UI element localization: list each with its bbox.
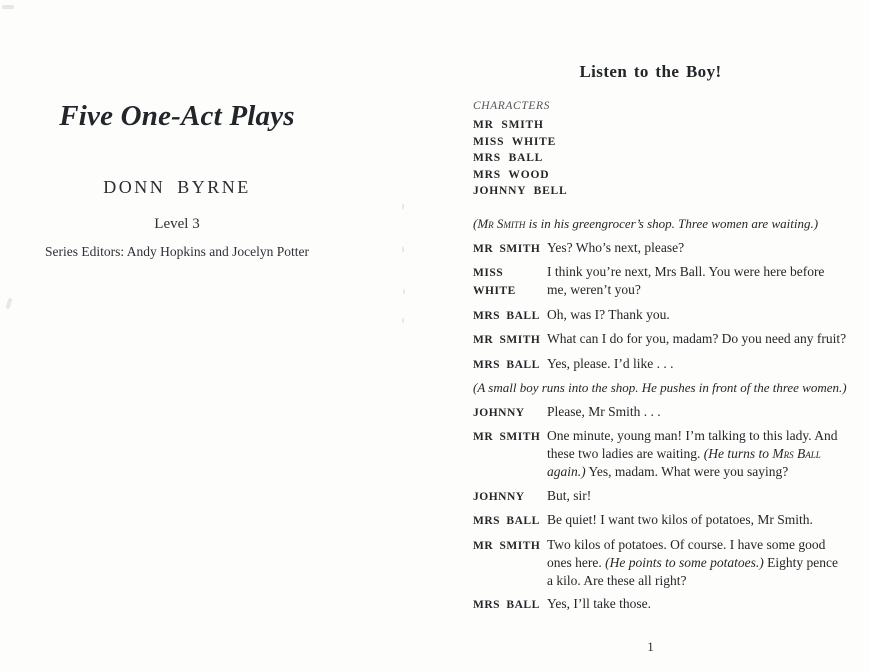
play-script [473,215,847,620]
dialogue-line [473,511,847,530]
stage-direction-text: ( [473,216,478,231]
utterance [547,306,847,324]
speaker-name: MR SMITH [473,242,541,255]
stage-direction [473,215,847,233]
dialogue-text: What can I do for you, madam? Do you need any fruit? [547,331,847,346]
dialogue-line [473,403,847,422]
stage-direction-text: Mr Smith [477,216,526,231]
speaker-name: MR SMITH [473,334,541,346]
page-number: 1 [647,639,654,654]
dialogue-text: Yes? Who’s next, please? [547,239,685,255]
speaker-name: MR SMITH [473,539,541,552]
series-editors: Series Editors: Andy Hopkins and Jocelyn Potter [45,244,309,259]
dialogue-text: Two kilos of potatoes. Of course. I have some good ones here. [547,536,826,570]
scan-speck [402,247,404,252]
stage-direction-text: is in his greengrocer’s shop. Three women are waiting.) [525,216,819,231]
play-title: Listen to the Boy! [579,62,722,81]
dialogue-line [473,263,847,300]
characters-list [473,117,568,200]
speaker-name: JOHNNY [473,490,525,503]
stage-direction-text: (A small boy runs into the shop. He pushes in front of the three women.) [473,380,847,395]
utterance [547,595,847,613]
dialogue-text: Be quiet! I want two kilos of potatoes, Mr Smith. [547,512,813,527]
book-author: DONN BYRNE [103,177,251,197]
utterance [547,403,847,421]
character-name: MISS WHITE [473,135,557,148]
utterance [547,330,847,348]
utterance [547,239,847,257]
utterance [547,536,847,590]
dialogue-text: I think you’re next, Mrs Ball. You were here before me, weren’t you? [547,264,825,297]
dialogue-text: Yes, please. I’d like . . . [547,355,674,371]
character-name: JOHNNY BELL [473,185,568,198]
scan-speck [5,298,12,310]
stage-direction-text: again.) [547,464,586,479]
dialogue-text: Eighty pence a kilo. Are these all right? [547,554,838,588]
speaker-name: MR SMITH [473,431,541,443]
dialogue-text: But, sir! [547,487,592,503]
dialogue-line [473,536,847,590]
utterance [547,263,847,299]
stage-direction-text: Mrs Ball [772,446,821,461]
book-title: Five One-Act Plays [59,100,295,132]
scan-speck [2,5,14,9]
speaker-name: MISS WHITE [473,267,516,297]
speaker-name: JOHNNY [473,406,525,419]
character-name: MRS BALL [473,152,544,165]
dialogue-text: Oh, was I? Thank you. [547,306,670,322]
character-name: MR SMITH [473,119,544,131]
dialogue-text: Please, Mr Smith . . . [547,403,661,419]
speaker-name: MRS BALL [473,515,540,527]
utterance [547,487,847,505]
characters-heading: CHARACTERS [473,100,550,112]
character-name: MRS WOOD [473,168,550,181]
dialogue-line [473,355,847,374]
dialogue-line [473,239,847,258]
stage-direction [473,379,847,397]
dialogue-line [473,306,847,325]
utterance [547,355,847,373]
speaker-name: MRS BALL [473,599,540,611]
scan-speck [403,289,405,294]
dialogue-line [473,487,847,506]
speaker-name: MRS BALL [473,358,540,371]
dialogue-text: Yes, madam. What were you saying? [585,464,789,479]
dialogue-line [473,595,847,614]
book-level: Level 3 [154,216,200,232]
stage-direction-text: (He points to some potatoes.) [605,554,764,570]
dialogue-text: Yes, I’ll take those. [547,596,651,611]
utterance [547,511,847,529]
scan-speck [402,318,404,323]
dialogue-text: One minute, young man! I’m talking to this lady. And these two ladies are waiting. [547,428,838,461]
stage-direction-text: (He turns to [703,446,773,461]
dialogue-line [473,330,847,349]
speaker-name: MRS BALL [473,309,540,322]
scan-speck [402,204,404,209]
utterance [547,427,847,481]
dialogue-line [473,427,847,481]
